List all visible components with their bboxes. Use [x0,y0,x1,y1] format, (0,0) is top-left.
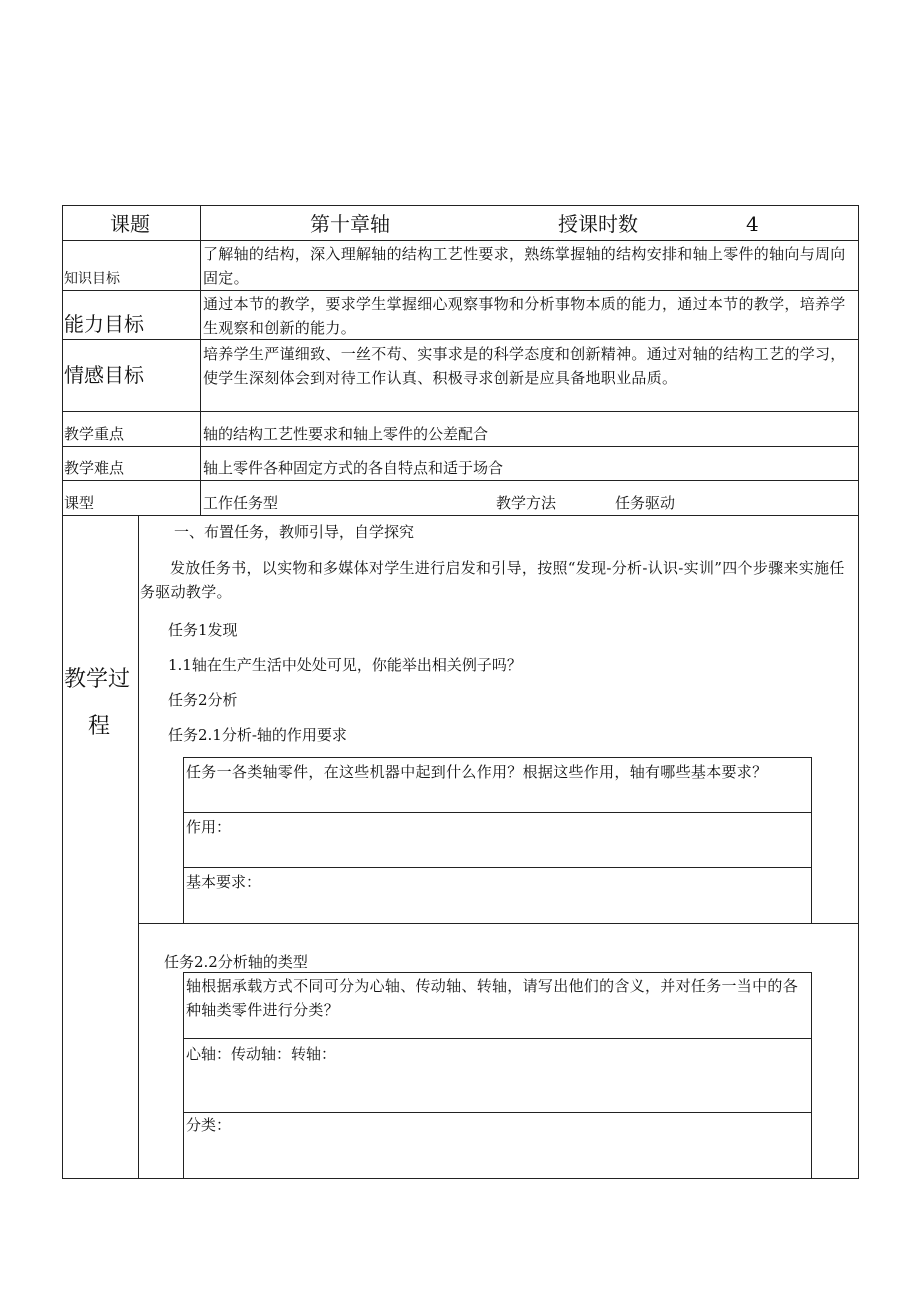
row-divider [62,290,859,291]
topic-label: 课题 [110,212,150,236]
method-label: 教学方法 [496,494,557,512]
box2-border [183,972,812,973]
box1-requirements-field[interactable]: 基本要求： [186,873,262,891]
box1-role-field[interactable]: 作用： [186,818,232,836]
table-border-right [858,205,859,1178]
box1-divider [183,867,812,868]
task2-heading: 任务2分析 [168,691,238,709]
box2-divider [183,1038,812,1039]
process-column-divider [138,515,139,1178]
table-border-left [62,205,63,1178]
box2-border [811,972,812,1178]
task1-1-question: 1.1轴在生产生活中处处可见，你能举出相关例子吗？ [168,656,522,674]
box1-question: 任务一各类轴零件，在这些机器中起到什么作用？根据这些作用，轴有哪些基本要求？ [186,763,768,781]
box2-types-field[interactable]: 心轴：传动轴：转轴： [186,1045,337,1063]
box1-divider [183,812,812,813]
difficulty-text: 轴上零件各种固定方式的各自特点和适于场合 [203,459,504,477]
table-border-top [62,205,859,206]
task2-1-heading: 任务2.1分析-轴的作用要求 [168,726,347,744]
task2-2-heading: 任务2.2分析轴的类型 [164,953,308,971]
box2-divider [183,1112,812,1113]
section-heading: 一、布置任务，教师引导，自学探究 [174,523,415,541]
box1-border [183,757,812,758]
ability-label: 能力目标 [64,312,144,336]
label-column-divider [200,205,201,515]
emotion-text: 培养学生严谨细致、一丝不苟、实事求是的科学态度和创新精神。通过对轴的结构工艺的学习，使学生深刻体会到对待工作认真、积极寻求创新是应具备地职业品质。 [203,345,846,387]
lesson-type-value: 工作任务型 [203,494,279,512]
process-label-line2: 程 [88,714,111,739]
box1-border [811,757,812,923]
table-border-bottom [62,1178,859,1179]
topic-value: 第十章轴 [310,212,390,236]
key-point-label: 教学重点 [64,425,125,443]
process-divider [138,923,858,924]
box2-classify-field[interactable]: 分类： [186,1116,232,1134]
emotion-label: 情感目标 [64,363,144,387]
process-label-line1: 教学过 [64,667,131,692]
box2-border [183,972,184,1178]
box1-border [183,757,184,923]
hours-label: 授课时数 [558,212,638,236]
knowledge-label: 知识目标 [64,271,120,287]
row-divider [62,515,859,516]
task1-heading: 任务1发现 [168,621,238,639]
ability-text: 通过本节的教学，要求学生掌握细心观察事物和分析事物本质的能力，通过本节的教学，培养学生观察和创新的能力。 [203,295,846,337]
row-divider [62,446,859,447]
row-divider [62,411,859,412]
hours-value: 4 [746,212,759,236]
row-divider [62,240,859,241]
knowledge-text: 了解轴的结构，深入理解轴的结构工艺性要求，熟练掌握轴的结构安排和轴上零件的轴向与周向固定。 [203,245,846,287]
row-divider [62,480,859,481]
box2-question: 轴根据承载方式不同可分为心轴、传动轴、转轴，请写出他们的含义，并对任务一当中的各种轴类零件进行分类？ [186,977,799,1019]
lesson-type-label: 课型 [64,494,95,512]
difficulty-label: 教学难点 [64,459,125,477]
key-point-text: 轴的结构工艺性要求和轴上零件的公差配合 [203,425,489,443]
method-value: 任务驱动 [615,494,676,512]
intro-paragraph: 发放任务书，以实物和多媒体对学生进行启发和引导，按照“发现-分析-认识-实训”四个步骤来实施任务驱动教学。 [140,559,845,601]
